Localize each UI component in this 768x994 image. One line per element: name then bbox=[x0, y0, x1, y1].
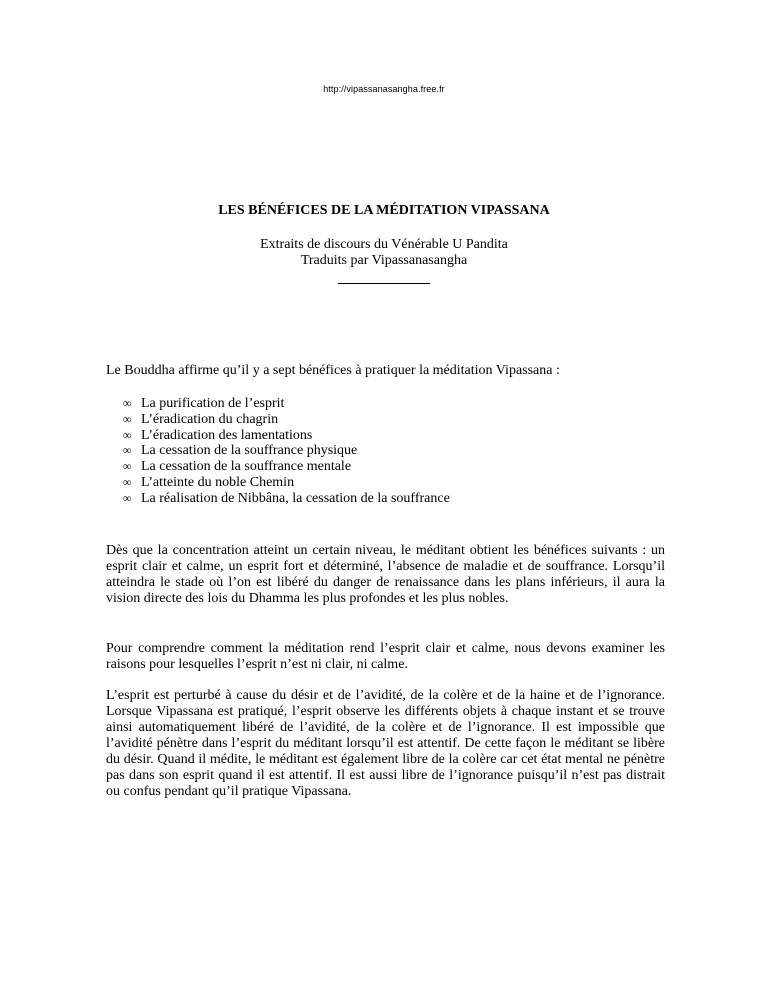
separator-rule bbox=[0, 271, 768, 289]
list-item: ∞ La purification de l’esprit bbox=[123, 396, 285, 411]
paragraph-mind-disturbed: L’esprit est perturbé à cause du désir et de l’avidité, de la colère et de la haine et de l’ignorance. Lorsque Vipassana est pratiqué, l’esprit observe les différents objets à chaque instant et se trouve ainsi automatiquement libéré de l’avidité, de la colère et de l’ignorance. Il est impossible que l’avidité pénètre dans l’esprit du méditant lorsqu’il est attentif. De cette façon le méditant se libère du désir. Quand il médite, le méditant est également libre de la colère car cet état mental ne pénètre pas dans son esprit quand il est attentif. Il est aussi libre de l’ignorance puisqu’il n’est pas distrait ou confus pendant qu’il pratique Vipassana. bbox=[106, 688, 665, 799]
list-item: ∞ L’atteinte du noble Chemin bbox=[123, 474, 295, 490]
subtitle-line-2: Traduits par Vipassanasangha bbox=[300, 253, 468, 268]
infinity-bullet-icon: ∞ bbox=[123, 443, 132, 458]
list-item: ∞ La réalisation de Nibbâna, la cessation de la souffrance bbox=[123, 490, 450, 506]
list-item: ∞ La cessation de la souffrance physique bbox=[123, 443, 358, 459]
subtitle-line-1: Extraits de discours du Vénérable U Pandita bbox=[260, 237, 508, 252]
list-item: ∞ La cessation de la souffrance mentale bbox=[123, 459, 352, 475]
infinity-bullet-icon: ∞ bbox=[123, 396, 132, 410]
header-url: http://vipassanasangha.free.fr bbox=[323, 84, 445, 94]
intro-paragraph: Le Bouddha affirme qu’il y a sept bénéfices à pratiquer la méditation Vipassana : bbox=[106, 363, 560, 378]
infinity-bullet-icon: ∞ bbox=[123, 490, 132, 505]
infinity-bullet-icon: ∞ bbox=[123, 411, 132, 426]
infinity-bullet-icon: ∞ bbox=[123, 474, 132, 489]
infinity-bullet-icon: ∞ bbox=[123, 427, 132, 442]
document-subtitle bbox=[0, 237, 768, 269]
benefits-list bbox=[123, 396, 450, 507]
paragraph-concentration: Dès que la concentration atteint un certain niveau, le méditant obtient les bénéfices suivants : un esprit clair et calme, un esprit fort et déterminé, l’absence de maladie et de souffrance. Lorsqu’il atteindra le stade où l’on est libéré du danger de renaissance dans les plans inférieurs, il aura la vision directe des lois du Dhamma les plus profondes et les plus nobles. bbox=[106, 543, 665, 606]
document-title: LES BÉNÉFICES DE LA MÉDITATION VIPASSANA bbox=[218, 203, 550, 218]
list-item: ∞ L’éradication du chagrin bbox=[123, 411, 279, 427]
paragraph-understanding: Pour comprendre comment la méditation rend l’esprit clair et calme, nous devons examiner les raisons pour lesquelles l’esprit n’est ni clair, ni calme. bbox=[106, 641, 665, 672]
infinity-bullet-icon: ∞ bbox=[123, 459, 132, 474]
list-item: ∞ L’éradication des lamentations bbox=[123, 427, 313, 443]
